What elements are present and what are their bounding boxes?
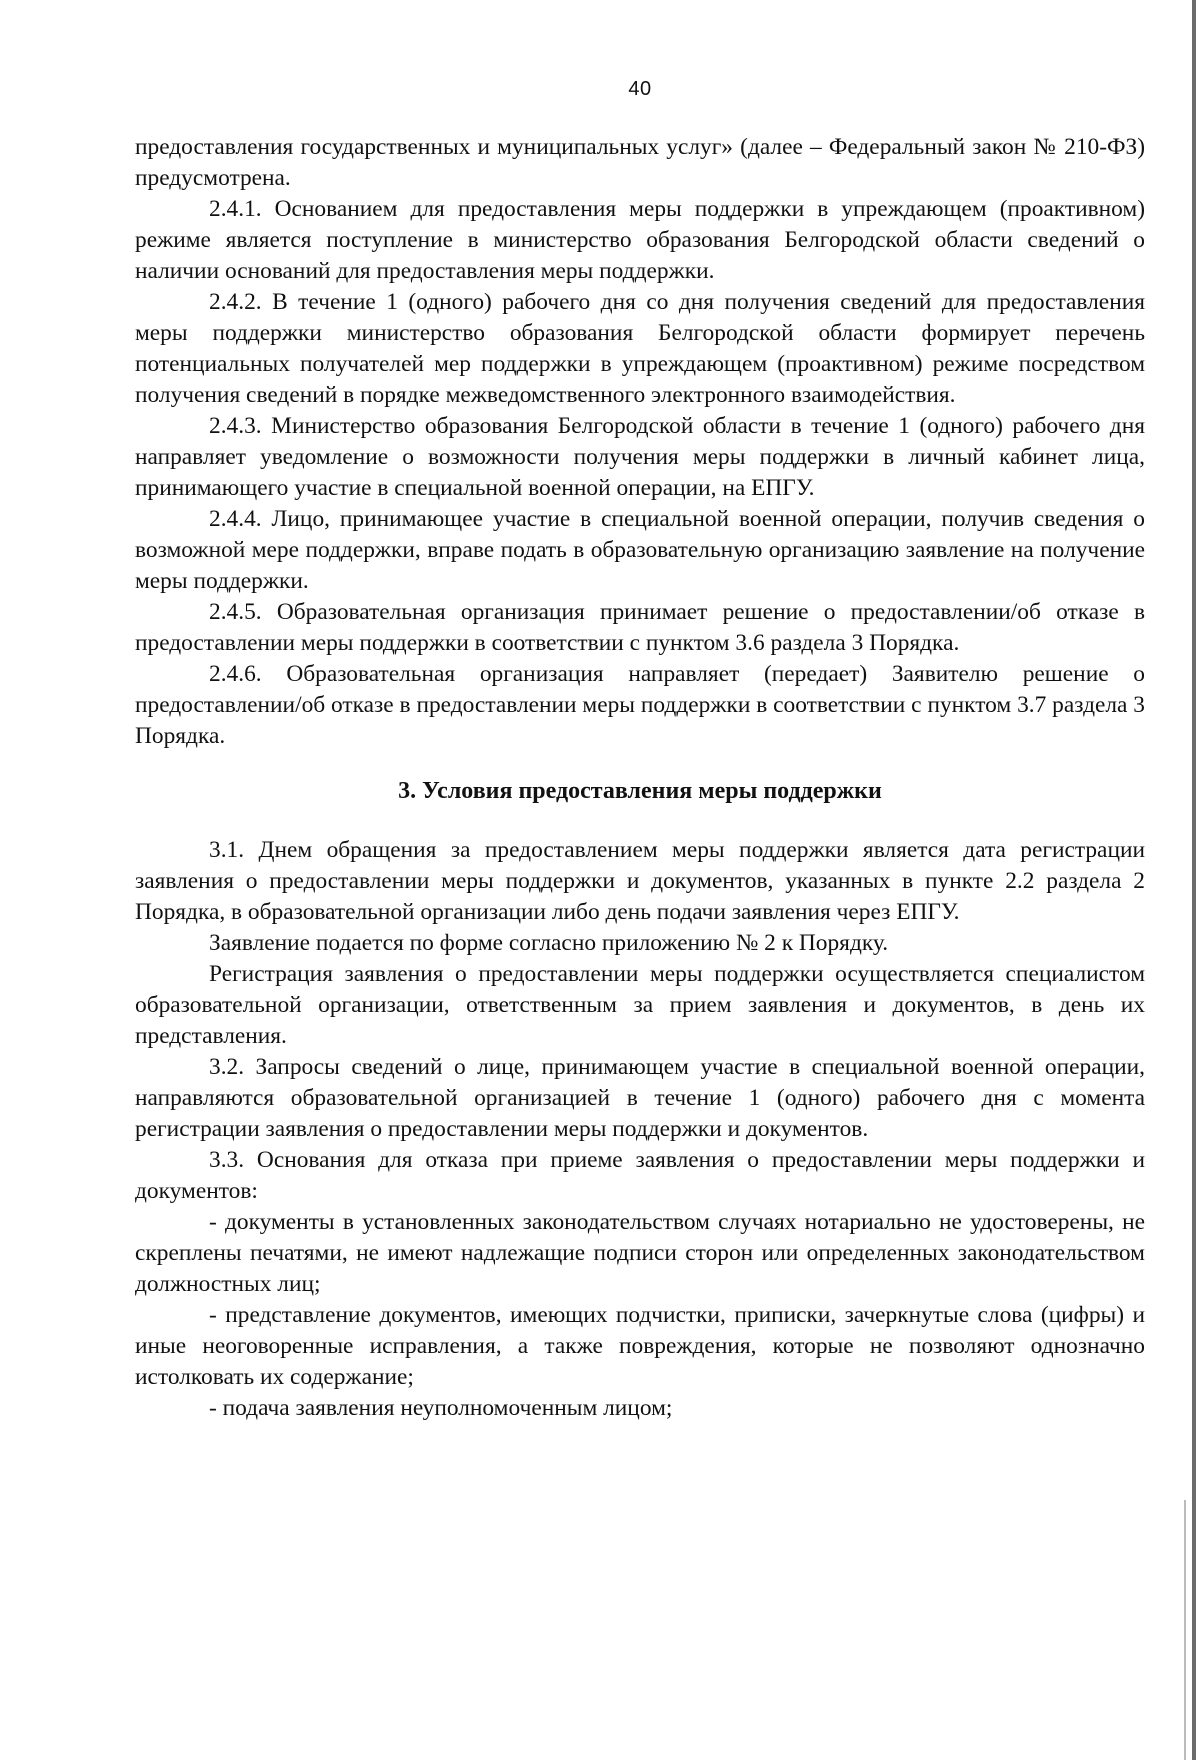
paragraph-application-form: Заявление подается по форме согласно приложению № 2 к Порядку. [209, 930, 889, 956]
list-item: - подача заявления неуполномоченным лицом; [209, 1395, 673, 1421]
section-heading: 3. Условия предоставления меры поддержки [398, 778, 882, 804]
list-item: - представление документов, имеющих подчистки, приписки, зачеркнутые слова (цифры) и иные неоговоренные исправления, а также повреждения, которые не позволяют однозначно истолковать их содержание; [135, 1302, 1145, 1390]
document-body [135, 132, 1145, 1424]
paragraph-2-4-3: 2.4.3. Министерство образования Белгородской области в течение 1 (одного) рабочего дня направляет уведомление о возможности получения меры поддержки в личный кабинет лица, принимающего участие в специальной военной операции, на ЕПГУ. [135, 413, 1145, 501]
paragraph-continuation: предоставления государственных и муниципальных услуг» (далее – Федеральный закон № 210-ФЗ) предусмотрена. [135, 134, 1145, 191]
paragraph-2-4-5: 2.4.5. Образовательная организация принимает решение о предоставлении/об отказе в предоставлении меры поддержки в соответствии с пунктом 3.6 раздела 3 Порядка. [135, 599, 1145, 656]
paragraph-2-4-1: 2.4.1. Основанием для предоставления меры поддержки в упреждающем (проактивном) режиме является поступление в министерство образования Белгородской области сведений о наличии оснований для предоставления меры поддержки. [135, 196, 1145, 284]
scan-edge-line [1192, 0, 1196, 1760]
paragraph-registration: Регистрация заявления о предоставлении меры поддержки осуществляется специалистом образовательной организации, ответственным за прием заявления и документов, в день их представления. [135, 961, 1145, 1049]
paragraph-2-4-6: 2.4.6. Образовательная организация направляет (передает) Заявителю решение о предоставлении/об отказе в предоставлении меры поддержки в соответствии с пунктом 3.7 раздела 3 Порядка. [135, 661, 1145, 749]
paragraph-3-2: 3.2. Запросы сведений о лице, принимающем участие в специальной военной операции, направляются образовательной организацией в течение 1 (одного) рабочего дня с момента регистрации заявления о предоставлении меры поддержки и документов. [135, 1054, 1145, 1142]
page-number: 40 [628, 78, 652, 100]
paragraph-3-3: 3.3. Основания для отказа при приеме заявления о предоставлении меры поддержки и документов: [135, 1147, 1145, 1204]
paragraph-3-1: 3.1. Днем обращения за предоставлением меры поддержки является дата регистрации заявления о предоставлении меры поддержки и документов, указанных в пункте 2.2 раздела 2 Порядка, в образовательной организации либо день подачи заявления через ЕПГУ. [135, 837, 1145, 925]
scan-edge-line-secondary [1184, 1500, 1186, 1760]
paragraph-2-4-4: 2.4.4. Лицо, принимающее участие в специальной военной операции, получив сведения о возможной мере поддержки, вправе подать в образовательную организацию заявление на получение меры поддержки. [135, 506, 1145, 594]
list-item: - документы в установленных законодательством случаях нотариально не удостоверены, не скреплены печатями, не имеют надлежащие подписи сторон или определенных законодательством должностных лиц; [135, 1209, 1145, 1297]
paragraph-2-4-2: 2.4.2. В течение 1 (одного) рабочего дня со дня получения сведений для предоставления меры поддержки министерство образования Белгородской области формирует перечень потенциальных получателей мер поддержки в упреждающем (проактивном) режиме посредством получения сведений в порядке межведомственного электронного взаимодействия. [135, 289, 1145, 408]
